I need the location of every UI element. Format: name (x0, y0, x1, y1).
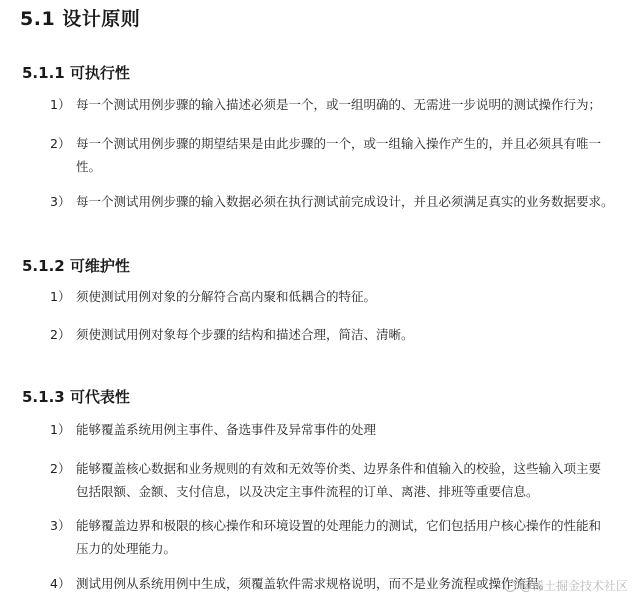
watermark (504, 577, 628, 594)
item-text: 能够覆盖核心数据和业务规则的有效和无效等价类、边界条件和值输入的校验，这些输入项主要 (76, 461, 602, 476)
section-heading-executability: 5.1.1 可执行性 (22, 64, 130, 82)
item-number: 1） (50, 97, 71, 112)
section-heading-maintainability: 5.1.2 可维护性 (22, 257, 130, 275)
list-item (50, 132, 625, 178)
item-text: 须使测试用例对象的分解符合高内聚和低耦合的特征。 (76, 289, 377, 304)
juejin-logo-icon (504, 580, 516, 592)
page-title: 5.1 设计原则 (20, 8, 141, 30)
item-text-continuation: 压力的处理能力。 (76, 541, 177, 556)
item-text: 能够覆盖系统用例主事件、备选事件及异常事件的处理 (76, 422, 377, 437)
item-text: 须使测试用例对象每个步骤的结构和描述合理，简洁、清晰。 (76, 327, 414, 342)
item-number: 1） (50, 289, 71, 304)
item-number: 2） (50, 461, 71, 476)
list-item (50, 323, 625, 346)
item-text-continuation: 包括限额、金额、支付信息，以及决定主事件流程的订单、离港、排班等重要信息。 (76, 484, 539, 499)
item-number: 3） (50, 194, 71, 209)
item-number: 1） (50, 422, 71, 437)
item-number: 4） (50, 576, 71, 591)
item-number: 2） (50, 327, 71, 342)
item-text: 每一个测试用例步骤的期望结果是由此步骤的一个，或一组输入操作产生的，并且必须具有唯一 (76, 136, 602, 151)
item-text: 测试用例从系统用例中生成，须覆盖软件需求规格说明，而不是业务流程或操作流程。 (76, 576, 552, 591)
list-item (50, 457, 625, 503)
list-item (50, 190, 625, 213)
item-text-continuation: 性。 (76, 159, 102, 174)
list-item (50, 418, 625, 441)
item-text: 每一个测试用例步骤的输入数据必须在执行测试前完成设计，并且必须满足真实的业务数据要求。 (76, 194, 614, 209)
item-text: 能够覆盖边界和极限的核心操作和环境设置的处理能力的测试，它们包括用户核心操作的性能和 (76, 518, 602, 533)
item-text: 每一个测试用例步骤的输入描述必须是一个，或一组明确的、无需进一步说明的测试操作行为； (76, 97, 602, 112)
item-number: 2） (50, 136, 71, 151)
list-item (50, 93, 625, 116)
item-number: 3） (50, 518, 71, 533)
list-item (50, 514, 625, 560)
list-item (50, 285, 625, 308)
watermark-text: @稀土掘金技术社区 (519, 579, 628, 593)
section-heading-representativeness: 5.1.3 可代表性 (22, 388, 130, 406)
